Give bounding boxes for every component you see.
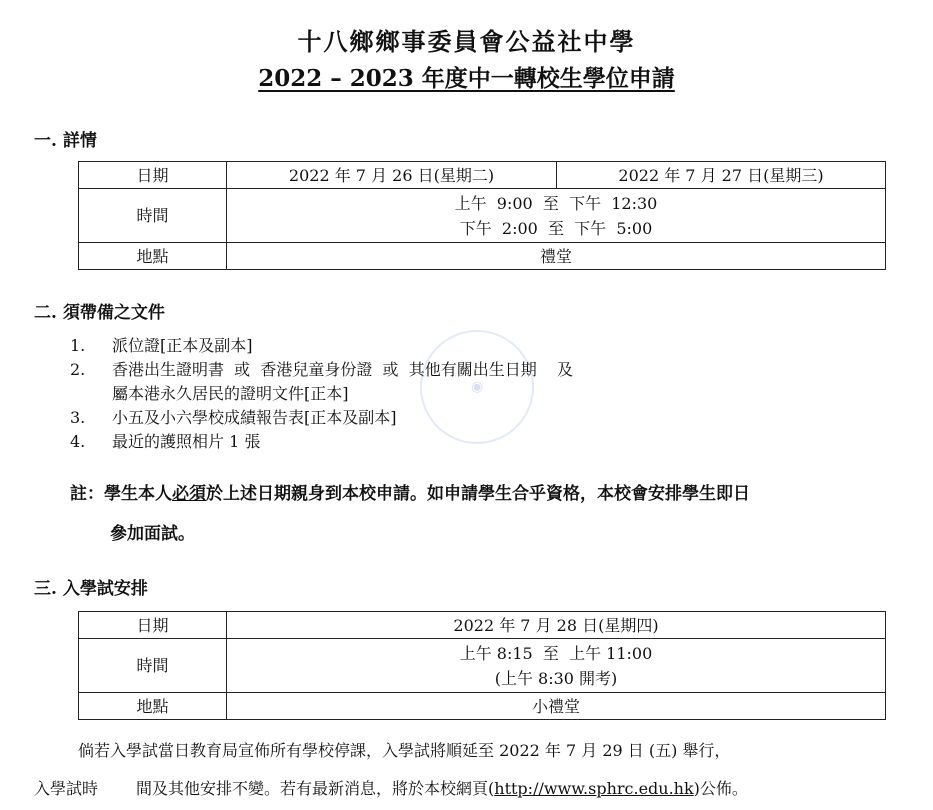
- details-venue-label: 地點: [79, 243, 227, 270]
- document-title: 2022 – 2023 年度中一轉校生學位申請: [258, 65, 675, 92]
- section3-heading: 三. 入學試安排: [34, 579, 148, 599]
- postponement-notice: 倘若入學試當日教育局宣佈所有學校停課，入學試將順延至 2022 年 7 月 29 日 (五) 舉行，: [78, 741, 731, 760]
- exam-time-label: 時間: [79, 639, 227, 693]
- exam-venue: 小禮堂: [227, 693, 886, 720]
- details-time-pm: 下午 2:00 至 下午 5:00: [459, 218, 653, 238]
- exam-time-range: 上午 8:15 至 上午 11:00: [459, 643, 653, 663]
- exam-time: [227, 639, 886, 693]
- details-time: [227, 189, 886, 243]
- details-venue: 禮堂: [227, 243, 886, 270]
- list-item: 2. 香港出生證明書 或 香港兒童身份證 或 其他有關出生日期 及: [70, 360, 574, 379]
- details-time-am: 上午 9:00 至 下午 12:30: [454, 193, 658, 213]
- note: 註：學生本人必須於上述日期親身到本校申請。如申請學生合乎資格，本校會安排學生即日 參加面試。: [70, 484, 750, 544]
- list-item: 4. 最近的護照相片 1 張: [70, 432, 261, 451]
- exam-table: [78, 611, 886, 720]
- exam-date-label: 日期: [79, 612, 227, 639]
- section2-heading: 二. 須帶備之文件: [34, 303, 165, 323]
- details-date-label: 日期: [79, 162, 227, 189]
- details-table: [78, 161, 886, 270]
- school-name: 十八鄉鄉事委員會公益社中學: [297, 27, 636, 56]
- list-item: 1. 派位證[正本及副本]: [70, 336, 253, 355]
- section1-heading: 一. 詳情: [34, 131, 97, 151]
- watermark-logo: ◉: [404, 314, 550, 460]
- exam-venue-label: 地點: [79, 693, 227, 720]
- website-notice: 入學試時 間及其他安排不變。若有最新消息，將於本校網頁(http://www.sphrc.edu.hk)公佈。: [34, 779, 748, 798]
- school-website-link[interactable]: http://www.sphrc.edu.hk: [494, 779, 694, 798]
- details-time-label: 時間: [79, 189, 227, 243]
- list-item: 屬本港永久居民的證明文件[正本]: [112, 384, 349, 403]
- details-date-1: 2022 年 7 月 26 日(星期二): [227, 162, 557, 189]
- exam-start-time: (上午 8:30 開考): [494, 668, 618, 688]
- list-item: 3. 小五及小六學校成績報告表[正本及副本]: [70, 408, 397, 427]
- exam-date: 2022 年 7 月 28 日(星期四): [227, 612, 886, 639]
- details-date-2: 2022 年 7 月 27 日(星期三): [557, 162, 886, 189]
